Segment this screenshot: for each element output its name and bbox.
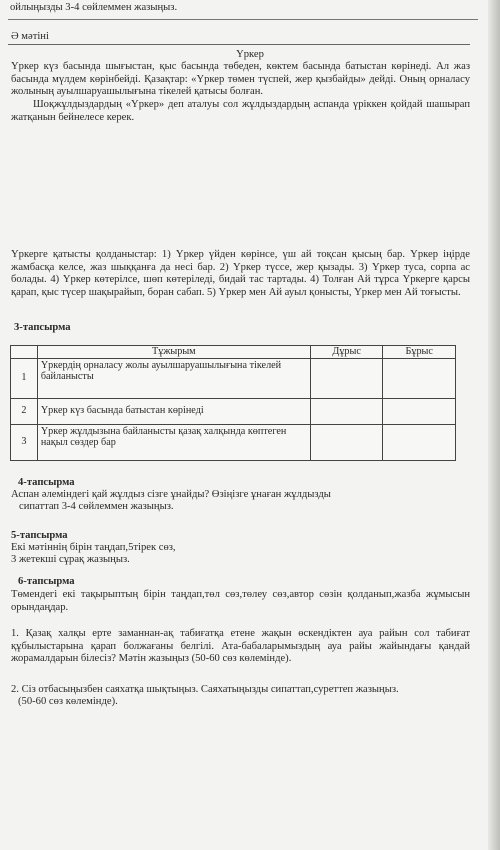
correct-cell[interactable] (310, 358, 383, 398)
task6-heading: 6-тапсырма (18, 576, 75, 587)
header-correct: Дұрыс (310, 346, 383, 359)
task4-heading: 4-тапсырма (18, 477, 75, 488)
row-num: 1 (11, 358, 38, 398)
task5-line-1: Екі мәтіннің бірін таңдап,5тірек сөз, (11, 542, 176, 553)
task6-intro: Төмендегі екі тақырыптың бірін таңдап,төл сөз,төлеу сөз,автор сөзін қолданып,жазба жұмысын орындаңдар. (11, 589, 470, 613)
task6-item-1: 1. Қазақ халқы ерте заманнан-ақ табиғатқа етене жақын өскендіктен ауа райын сол табиғат құбылыстарына қарап болжағаны белгілі. Ата-бабаларымыздың ауа райы жайындағы қандай жорамалдарын білесіз? Мәтін жазыңыз (50-60 сөз көлемінде). (11, 628, 470, 665)
incorrect-cell[interactable] (383, 358, 456, 398)
task5-line-2: 3 жетекші сұрақ жазыңыз. (11, 554, 130, 565)
correct-cell[interactable] (310, 398, 383, 424)
top-cut-line: ойлыңызды 3-4 сөйлеммен жазыңыз. (10, 2, 178, 13)
task6-item-2-line-1: 2. Сіз отбасыңызбен саяхатқа шықтыңыз. Саяхатыңызды сипаттап,суреттеп жазыңыз. (11, 684, 399, 695)
table-header-row (11, 346, 456, 359)
task4-line-2: сипаттап 3-4 сөйлеммен жазыңыз. (19, 501, 174, 512)
header-incorrect: Бұрыс (383, 346, 456, 359)
correct-cell[interactable] (310, 424, 383, 460)
page-edge-shadow (488, 0, 500, 850)
row-num: 3 (11, 424, 38, 460)
table-row (11, 398, 456, 424)
incorrect-cell[interactable] (383, 424, 456, 460)
row-statement: Үркердің орналасу жолы ауылшаруашылығына тікелей байланысты (37, 358, 310, 398)
task6-item-2-line-2: (50-60 сөз көлемінде). (18, 696, 118, 707)
table-row (11, 424, 456, 460)
task3-heading: 3-тапсырма (14, 322, 71, 333)
divider-text (8, 44, 470, 45)
header-statement: Тұжырым (37, 346, 310, 359)
text-paragraph-1: Үркер күз басында шығыстан, қыс басында төбеден, көктем басында батыстан көрінеді. Ал жаз басында мүлдем көрінбейді. Қазақтар: «Үркер төмен түспей, жер қызбайды» дейді. Оның орналасу жолының ауылшаруашылығына тікелей қатысы болған. (11, 61, 470, 98)
task4-line-1: Аспан әлеміндегі қай жұлдыз сізге ұнайды? Өзіңізге ұнаған жұлдызды (11, 489, 331, 500)
task5-heading: 5-тапсырма (11, 530, 68, 541)
task3-table (10, 345, 456, 461)
row-statement: Үркер жұлдызына байланысты қазақ халқында көптеген нақыл сөздер бар (37, 424, 310, 460)
facts-paragraph: Үркерге қатысты қолданыстар: 1) Үркер үйден көрінсе, үш ай тоқсан қысың бар. Үркер іңірде жамбасқа келсе, жаз шыққанға да несі бар. 2) Үркер түссе, жер қызады. 3) Үркер туса, сорпа ас болады. 4) Үркер көтерілсе, шөп көтеріледі, бидай тас тартады. 4) Толған Ай тұрса Үркерге қарсы қарап, қыс түсер шақырайып, боран сабап. 5) Үркер мен Ай ауыл қонысты, Үркер мен Ай тоғысты. (11, 249, 470, 298)
text-label: Ә мәтіні (11, 31, 49, 42)
table-row (11, 358, 456, 398)
text-paragraph-2: Шоқжұлдыздардың «Үркер» деп аталуы сол жұлдыздардың аспанда үріккен қойдай шашырап жатқанын бейнелесе керек. (11, 99, 470, 123)
row-statement: Үркер күз басында батыстан көрінеді (37, 398, 310, 424)
divider-top (8, 19, 478, 20)
row-num: 2 (11, 398, 38, 424)
text-title: Үркер (236, 49, 264, 60)
incorrect-cell[interactable] (383, 398, 456, 424)
header-num (11, 346, 38, 359)
